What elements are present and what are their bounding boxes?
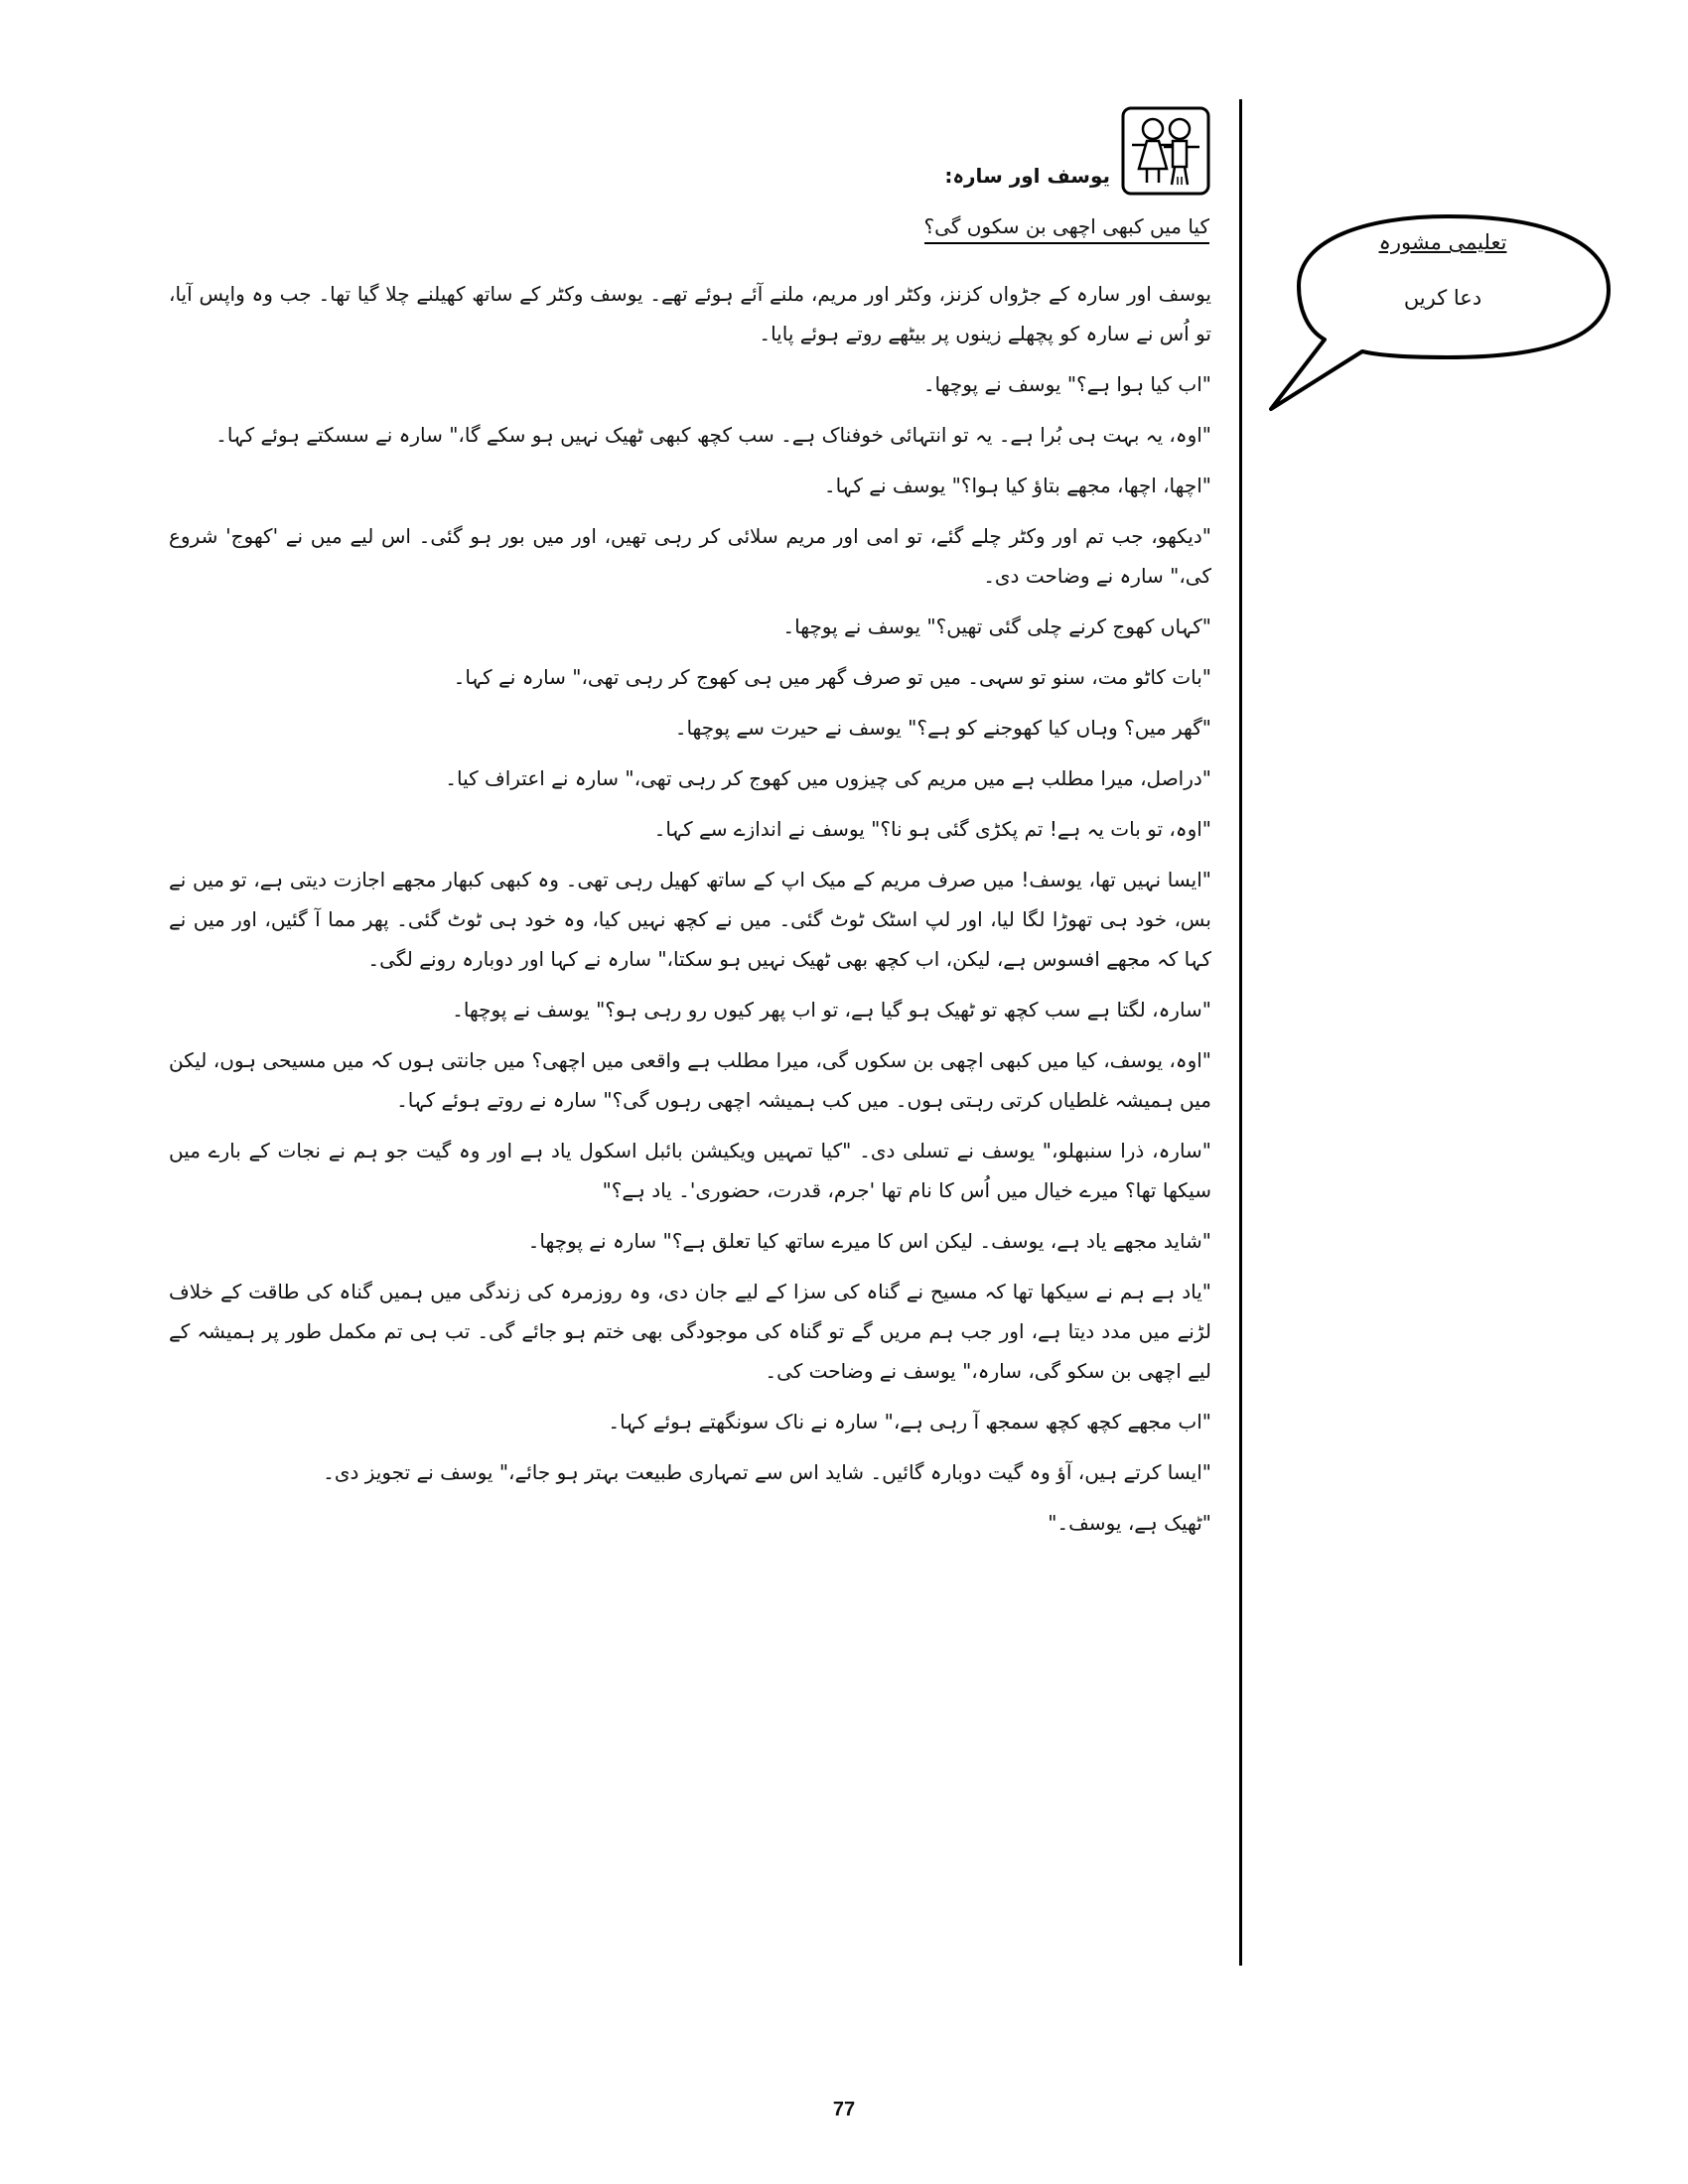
paragraph: "اب کیا ہوا ہے؟" یوسف نے پوچھا۔ xyxy=(922,372,1211,396)
paragraph: یوسف اور سارہ کے جڑواں کزنز، وکٹر اور مریم، ملنے آئے ہوئے تھے۔ یوسف وکٹر کے ساتھ کھیلنے چلا گیا تھا۔ جب وہ واپس آیا، تو اُس نے سارہ کو پچھلے زینوں پر بیٹھے روتے ہوئے پایا۔ xyxy=(169,282,1211,345)
page-number: 77 xyxy=(832,2099,856,2120)
speech-bubble xyxy=(1259,208,1626,417)
paragraph: "اوہ، یوسف، کیا میں کبھی اچھی بن سکوں گی، میرا مطلب ہے واقعی میں اچھی؟ میں جانتی ہوں کہ میں مسیحی ہوں، لیکن میں ہمیشہ غلطیاں کرتی رہتی ہوں۔ میں کب ہمیشہ اچھی رہوں گی؟" سارہ نے روتے ہوئے کہا۔ xyxy=(169,1048,1211,1112)
paragraph: "اچھا، اچھا، مجھے بتاؤ کیا ہوا؟" یوسف نے کہا۔ xyxy=(823,474,1211,497)
story-subtitle: کیا میں کبھی اچھی بن سکوں گی؟ xyxy=(924,214,1209,244)
paragraph: "اب مجھے کچھ کچھ سمجھ آ رہی ہے،" سارہ نے ناک سونگھتے ہوئے کہا۔ xyxy=(608,1410,1211,1433)
paragraph: "دیکھو، جب تم اور وکٹر چلے گئے، تو امی اور مریم سلائی کر رہی تھیں، اور میں بور ہو گئی۔ اس لیے میں نے 'کھوج' شروع کی،" سارہ نے وضاحت دی۔ xyxy=(169,524,1211,588)
column-divider xyxy=(1239,99,1242,1966)
paragraph: "ایسا نہیں تھا، یوسف! میں صرف مریم کے میک اپ کے ساتھ کھیل رہی تھی۔ وہ کبھی کبھار مجھے اجازت دیتی ہے، تو میں نے بس، خود ہی تھوڑا لگا لیا، اور لپ اسٹک ٹوٹ گئی۔ میں نے کچھ نہیں کیا، وہ خود ہی ٹوٹ گئی۔ پھر مما آ گئیں، اور میں نے کہا کہ مجھے افسوس ہے، لیکن، اب کچھ بھی ٹھیک نہیں ہو سکتا،" سارہ نے کہا اور دوبارہ رونے لگی۔ xyxy=(169,868,1211,971)
paragraph: "یاد ہے ہم نے سیکھا تھا کہ مسیح نے گناہ کی سزا کے لیے جان دی، وہ روزمرہ کی زندگی میں ہمیں گناہ کی طاقت کے خلاف لڑنے میں مدد دیتا ہے، اور جب ہم مریں گے تو گناہ کی موجودگی بھی ختم ہو جائے گی۔ تب ہی تم مکمل طور پر ہمیشہ کے لیے اچھی بن سکو گی، سارہ،" یوسف نے وضاحت کی۔ xyxy=(169,1280,1211,1383)
story-body xyxy=(169,274,1211,1902)
story-title: یوسف اور سارہ: xyxy=(944,164,1110,188)
two-children-icon xyxy=(1120,105,1211,197)
paragraph: "سارہ، لگتا ہے سب کچھ تو ٹھیک ہو گیا ہے، تو اب پھر کیوں رو رہی ہو؟" یوسف نے پوچھا۔ xyxy=(452,998,1211,1022)
paragraph: "شاید مجھے یاد ہے، یوسف۔ لیکن اس کا میرے ساتھ کیا تعلق ہے؟" سارہ نے پوچھا۔ xyxy=(527,1229,1211,1253)
paragraph: "اوہ، تو بات یہ ہے! تم پکڑی گئی ہو نا؟" یوسف نے اندازے سے کہا۔ xyxy=(653,817,1211,841)
paragraph: "اوہ، یہ بہت ہی بُرا ہے۔ یہ تو انتہائی خوفناک ہے۔ سب کچھ کبھی ٹھیک نہیں ہو سکے گا،" سارہ نے سسکتے ہوئے کہا۔ xyxy=(215,423,1211,447)
paragraph: "ٹھیک ہے، یوسف۔" xyxy=(1048,1511,1211,1535)
paragraph: "سارہ، ذرا سنبھلو،" یوسف نے تسلی دی۔ "کیا تمہیں ویکیشن بائبل اسکول یاد ہے اور وہ گیت جو ہم نے نجات کے بارے میں سیکھا تھا؟ میرے خیال میں اُس کا نام تھا 'جرم، قدرت، حضوری'۔ یاد ہے؟" xyxy=(169,1139,1211,1202)
paragraph: "گھر میں؟ وہاں کیا کھوجنے کو ہے؟" یوسف نے حیرت سے پوچھا۔ xyxy=(674,716,1211,740)
paragraph: "ایسا کرتے ہیں، آؤ وہ گیت دوبارہ گائیں۔ شاید اس سے تمہاری طبیعت بہتر ہو جائے،" یوسف نے تجویز دی۔ xyxy=(323,1460,1211,1484)
bubble-title: تعلیمی مشورہ xyxy=(1378,230,1507,254)
paragraph: "کہاں کھوج کرنے چلی گئی تھیں؟" یوسف نے پوچھا۔ xyxy=(782,614,1211,638)
paragraph: "بات کاٹو مت، سنو تو سہی۔ میں تو صرف گھر میں ہی کھوج کر رہی تھی،" سارہ نے کہا۔ xyxy=(453,665,1211,689)
bubble-subtitle: دعا کریں xyxy=(1403,286,1482,310)
paragraph: "دراصل، میرا مطلب ہے میں مریم کی چیزوں میں کھوج کر رہی تھی،" سارہ نے اعتراف کیا۔ xyxy=(445,766,1211,790)
